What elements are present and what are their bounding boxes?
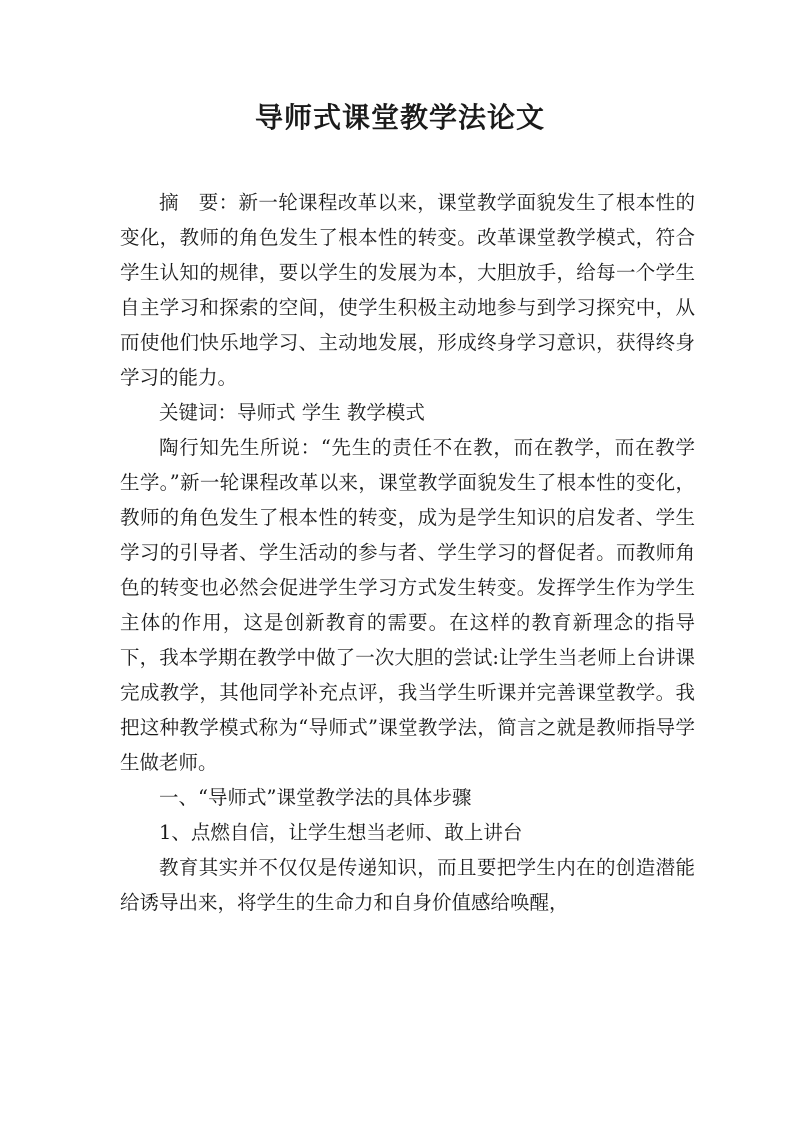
section-heading: 一、“导师式”课堂教学法的具体步骤 <box>159 786 472 809</box>
abstract-paragraph: 摘 要：新一轮课程改革以来，课堂教学面貌发生了根本性的变化，教师的角色发生了根本性的转变。改革课堂教学模式，符合学生认知的规律，要以学生的发展为本，大胆放手，给每一个学生自主学习和探索的空间，使学生积极主动地参与到学习探究中，从而使他们快乐地学习、主动地发展，形成终身学习意识，获得终身学习的能力。 <box>120 191 695 389</box>
intro-paragraph: 陶行知先生所说：“先生的责任不在教，而在教学，而在教学生学。”新一轮课程改革以来，课堂教学面貌发生了根本性的变化，教师的角色发生了根本性的转变，成为是学生知识的启发者、学生学习的引导者、学生活动的参与者、学生学习的督促者。而教师角色的转变也必然会促进学生学习方式发生转变。发挥学生作为学生主体的作用，这是创新教育的需要。在这样的教育新理念的指导下，我本学期在教学中做了一次大胆的尝试:让学生当老师上台讲课完成教学，其他同学补充点评，我当学生听课并完善课堂教学。我把这种教学模式称为“导师式”课堂教学法，简言之就是教师指导学生做老师。 <box>120 436 695 774</box>
subsection-heading: 1、点燃自信，让学生想当老师、敢上讲台 <box>159 821 523 844</box>
document-title: 导师式课堂教学法论文 <box>254 101 545 134</box>
keywords-paragraph: 关键词：导师式 学生 教学模式 <box>159 401 425 424</box>
body-paragraph: 教育其实并不仅仅是传递知识，而且要把学生内在的创造潜能给诱导出来，将学生的生命力和自身价值感给唤醒， <box>120 856 695 914</box>
document-body <box>120 185 695 920</box>
